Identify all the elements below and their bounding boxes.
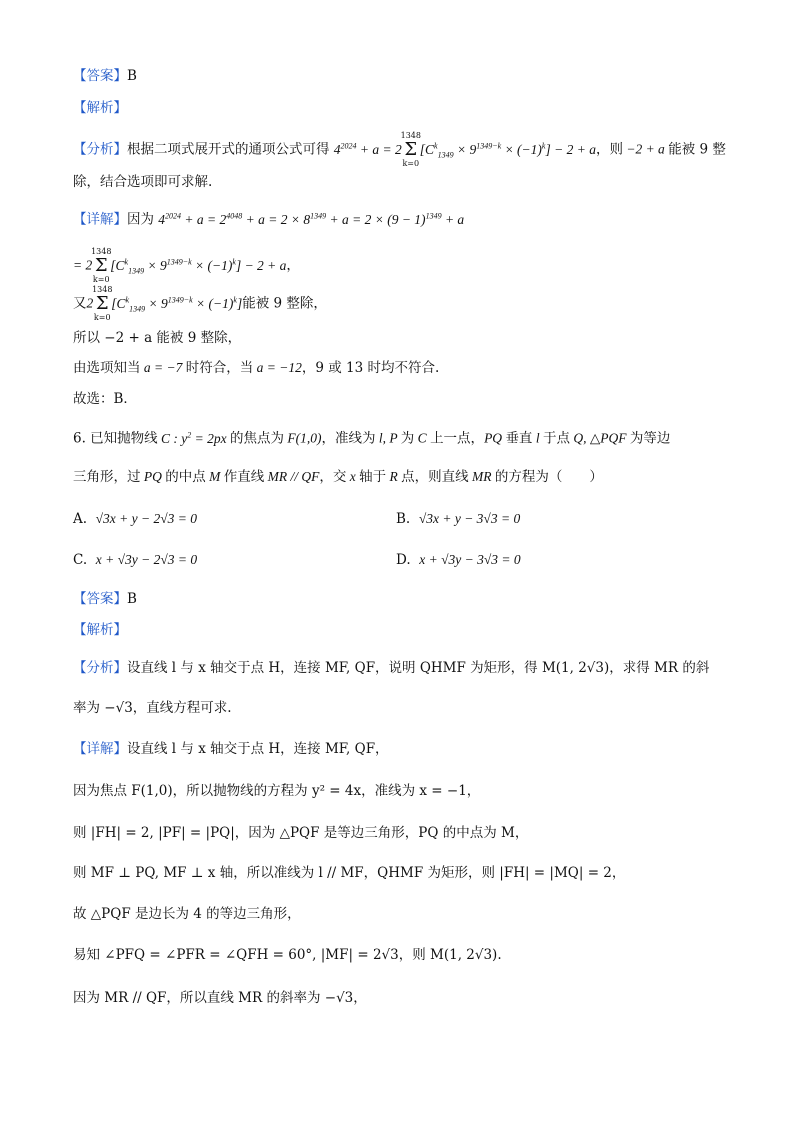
xiangjie-line-6f: 易知 ∠PFQ = ∠PFR = ∠QFH = 60°, |MF| = 2√3，则 M(1, 2√3). [73,947,502,963]
question-6-stem-2: 三角形，过 PQ 的中点 M 作直线 MR // QF，交 x 轴于 R 点，则直线 MR 的方程为（ ） [73,469,603,485]
summation-symbol: 1348 Σ k=0 [400,131,421,168]
xiangjie-line-5c: 又2 1348 Σ k=0 $[C^k_{1349} \times 9^{1349-k} \times (-1)^k]$能被 9 整除， [73,285,327,322]
xiangjie-line-6b: 因为焦点 F(1,0)，所以抛物线的方程为 y² = 4x，准线为 x = −1， [73,783,481,799]
xiangjie-line-6g: 因为 MR // QF，所以直线 MR 的斜率为 −√3， [73,990,367,1006]
analysis-heading-6: 【解析】 [73,622,127,638]
math-expr: $4^{2024} + a = 2$ [333,141,402,157]
option-c[interactable]: C. x + √3y − 2√3 = 0 [73,552,198,568]
answer-line-6: 【答案】B [73,591,137,607]
question-6-stem-1: 6. 已知抛物线 C : $y^2 = 2px$ 的焦点为 F(1,0)，准线为 l, P 为 C 上一点，PQ 垂直 l 于点 Q, △PQF 为等边 [73,430,671,447]
fenxi-line-5b: 除，结合选项即可求解. [73,174,213,190]
analysis-heading-5: 【解析】 [73,100,127,116]
option-a[interactable]: A. √3x + y − 2√3 = 0 [73,511,198,527]
xiangjie-line-6a: 【详解】设直线 l 与 x 轴交于点 H，连接 MF, QF， [73,741,389,757]
xiangjie-line-5b: = 2 1348 Σ k=0 $[C^k_{1349} \times 9^{1349-k} \times (-1)^k] - 2 + a$， [73,247,300,284]
xiangjie-line-5a: 【详解】因为 $4^{2024} + a = 2^{4048} + a = 2 \times 8^{1349} + a = 2 \times (9 - 1)^{1349} + a$ [73,211,465,228]
xiangjie-line-6e: 故 △PQF 是边长为 4 的等边三角形， [73,906,301,922]
xiangjie-line-5e: 由选项知当 a = −7 时符合，当 a = −12，9 或 13 时均不符合. [73,360,440,376]
answer-line-5 [73,66,137,86]
xiangjie-line-5d: 所以 −2 + a 能被 9 整除， [73,330,242,346]
xiangjie-line-6d: 则 MF ⊥ PQ, MF ⊥ x 轴，所以准线为 l // MF，QHMF 为矩形，则 |FH| = |MQ| = 2， [73,865,626,881]
fenxi-line-6b: 率为 −√3，直线方程可求. [73,700,232,716]
answer-tag: 【答案】 [73,68,127,84]
fenxi-line-5a: 【分析】根据二项式展开式的通项公式可得 $4^{2024} + a = 2$ 1348 Σ k=0 $[C^k_{1349} \times 9^{1349-k} \times (-1)^k] - 2 + a$，则 −2 + a 能被 9 整 [73,131,726,168]
xiangjie-line-6c: 则 |FH| = 2, |PF| = |PQ|，因为 △PQF 是等边三角形，PQ 的中点为 M， [73,825,529,841]
option-d[interactable]: D. x + √3y − 3√3 = 0 [396,552,521,568]
answer-value: B [127,68,137,84]
option-b[interactable]: B. √3x + y − 3√3 = 0 [396,511,521,527]
conclusion-5: 故选：B． [73,391,137,407]
fenxi-line-6a: 【分析】设直线 l 与 x 轴交于点 H，连接 MF, QF，说明 QHMF 为矩形，得 M(1, 2√3)，求得 MR 的斜 [73,660,710,676]
